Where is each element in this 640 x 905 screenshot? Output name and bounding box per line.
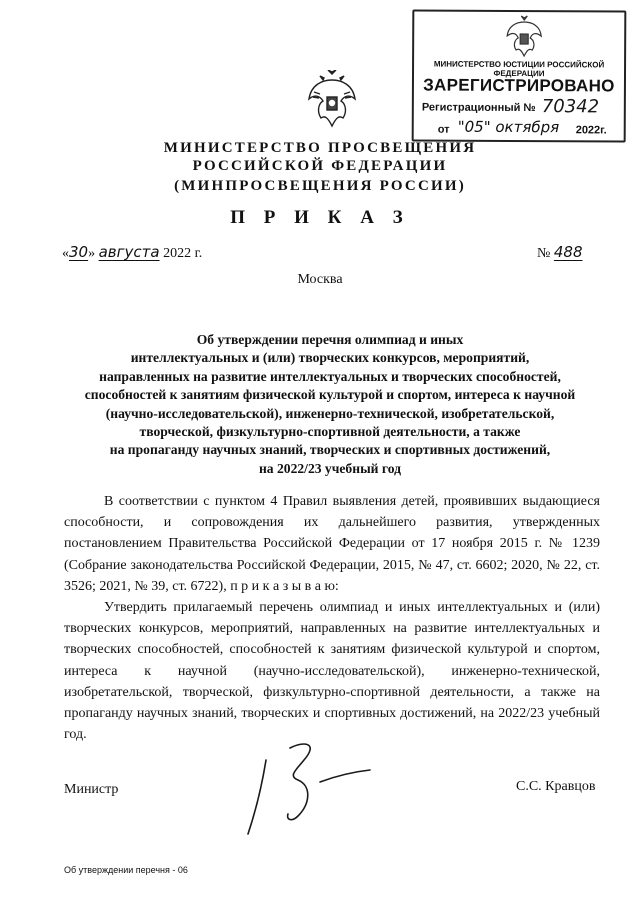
subject-line: (научно-исследовательской), инженерно-технической, изобретательской, bbox=[105, 405, 555, 421]
order-title: П Р И К А З bbox=[230, 207, 410, 228]
order-city: Москва bbox=[297, 272, 343, 287]
subject-line: Об утверждении перечня олимпиад и иных bbox=[196, 332, 464, 347]
body-paragraph-resolution: Утвердить прилагаемый перечень олимпиад и иных интеллектуальных и (или) творческих конкурсов, мероприятий, направленных на развитие интеллектуальных и творческих способностей, способностей к занятиям физической культурой и спортом, интереса к научной (научно-исследовательской), инженерно-технической, изобретательской, творческой, физкультурно-спортивной деятельности, а также на пропаганду научных знаний, творческих и спортивных достижений, на 2022/23 учебный год. bbox=[64, 600, 600, 743]
stamp-date: "05" октября bbox=[457, 117, 560, 137]
ministry-short-name: (МИНПРОСВЕЩЕНИЯ РОССИИ) bbox=[174, 178, 466, 194]
order-number: 488 bbox=[553, 243, 583, 261]
order-subject bbox=[80, 331, 580, 478]
handwritten-signature bbox=[228, 730, 378, 840]
stamp-from-label: от bbox=[437, 123, 450, 136]
signatory-position: Министр bbox=[64, 782, 119, 797]
subject-line: на 2022/23 учебный год bbox=[258, 460, 402, 476]
ministry-name-line1: МИНИСТЕРСТВО ПРОСВЕЩЕНИЯ bbox=[163, 140, 477, 156]
order-year: 2022 г. bbox=[163, 246, 203, 261]
order-month: августа bbox=[98, 243, 160, 261]
quote-open: « bbox=[62, 246, 69, 261]
order-date bbox=[62, 243, 202, 262]
subject-line: творческой, физкультурно-спортивной деятельности, а также bbox=[139, 424, 521, 440]
subject-line: на пропаганду научных знаний, творческих и спортивных достижений, bbox=[109, 442, 551, 458]
document-footer-note: Об утверждении перечня - 06 bbox=[64, 865, 188, 875]
body-paragraph-legal-basis: В соответствии с пунктом 4 Правил выявления детей, проявивших выдающиеся способности, и сопровождения их дальнейшего развития, утвержденных постановлением Правительства Российской Федерации от 17 ноября 2015 г. № 1239 (Собрание законодательства Российской Федерации, 2015, № 47, ст. 6602; 2020, № 22, ст. 3526; 2021, № 39, ст. 6722), п р и к а з ы в а ю: bbox=[64, 494, 600, 594]
stamp-registered-title: ЗАРЕГИСТРИРОВАНО bbox=[423, 75, 615, 96]
eagle-emblem-icon bbox=[504, 14, 544, 60]
quote-close: » bbox=[88, 246, 96, 261]
stamp-reg-label: Регистрационный № bbox=[421, 101, 536, 115]
stamp-year: 2022г. bbox=[575, 124, 607, 137]
coat-of-arms-icon bbox=[306, 70, 358, 130]
subject-line: интеллектуальных и (или) творческих конкурсов, мероприятий, bbox=[130, 350, 530, 366]
subject-line: способностей к занятиям физической культурой и спортом, интереса к научной bbox=[84, 387, 576, 403]
registration-stamp bbox=[412, 9, 627, 142]
order-number-label: № bbox=[537, 246, 551, 261]
order-day: 30 bbox=[69, 243, 89, 261]
stamp-reg-number: 70342 bbox=[541, 96, 600, 118]
subject-line: направленных на развитие интеллектуальных и творческих способностей, bbox=[99, 368, 561, 384]
ministry-name-line2: РОССИЙСКОЙ ФЕДЕРАЦИИ bbox=[192, 158, 448, 174]
order-number-block bbox=[537, 243, 583, 262]
stamp-ministry-name: МИНИСТЕРСТВО ЮСТИЦИИ РОССИЙСКОЙ ФЕДЕРАЦИИ bbox=[433, 59, 605, 79]
signatory-name: С.С. Кравцов bbox=[516, 779, 596, 794]
order-body bbox=[64, 491, 600, 745]
